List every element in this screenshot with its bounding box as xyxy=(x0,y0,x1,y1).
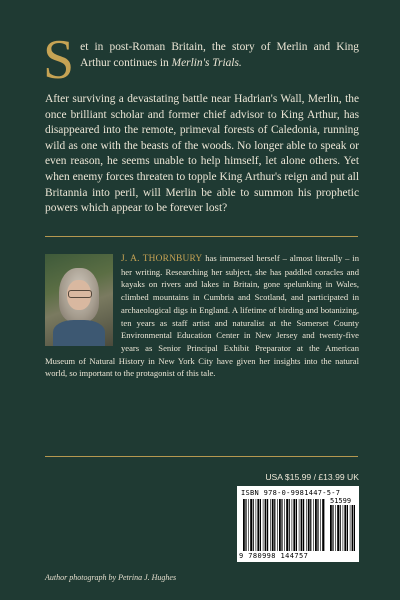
isbn-text: ISBN 978-0-9981447-5-7 xyxy=(241,489,341,497)
barcode-bar xyxy=(286,499,288,551)
barcode-bar xyxy=(277,499,278,551)
addon-barcode-bar xyxy=(350,505,351,551)
author-name: J. A. THORNBURY xyxy=(121,254,203,264)
barcode-bar xyxy=(281,499,282,551)
addon-barcode-bar xyxy=(337,505,339,551)
addon-barcode-bar xyxy=(340,505,341,551)
blurb-intro-sentence: et in post-Roman Britain, the story of Merlin and King Arthur continues in xyxy=(80,41,359,69)
addon-barcode-bar xyxy=(335,505,336,551)
barcode-bar xyxy=(260,499,261,551)
barcode-bar xyxy=(284,499,285,551)
barcode-bar xyxy=(272,499,274,551)
barcode-bar xyxy=(263,499,264,551)
blurb-intro xyxy=(43,29,359,91)
barcode-bar xyxy=(303,499,304,551)
blurb-paragraph: After surviving a devastating battle near Hadrian's Wall, Merlin, the once brilliant scholar and former chief advisor to King Arthur, has disappeared into the remote, primeval forests of Caledonia, running wild as one with the beasts of the woods. No longer able to speak or even reason, he seems unable to help himself, let alone others. Yet when enemy forces threaten to topple King Arthur's reign and put all Britannia into peril, will Merlin be able to summon his prophetic powers which appear to be forever lost? xyxy=(45,93,359,215)
author-bio-text: has immersed herself – almost literally – in her writing. Researching her subject, she has paddled coracles and kayaks on rivers and lakes in Britain, gone spelunking in Wales, climbed mountains in Cumbria and Scotland, and participated in archaeological digs in England. A lifetime of birding and botanizing, ten years as staff artist and naturalist at the Somerset County Environmental Education Center in New Jersey and twenty-five years as Senior Principal Exhibit Preparator at the American Museum of Natural History in New York City have given her insights into the natural world, so important to the protagonist of this tale. xyxy=(45,253,359,379)
barcode-bar xyxy=(270,499,271,551)
price-label: USA $15.99 / £13.99 UK xyxy=(265,472,359,482)
divider-bottom xyxy=(45,456,358,457)
barcode-bar xyxy=(317,499,318,551)
addon-barcode-bar xyxy=(332,505,333,551)
barcode-bar xyxy=(248,499,249,551)
book-blurb xyxy=(43,29,359,217)
barcode-bar xyxy=(306,499,307,551)
barcode-bar xyxy=(315,499,317,551)
barcode-bar xyxy=(257,499,259,551)
author-section xyxy=(45,252,359,380)
barcode-bar xyxy=(292,499,293,551)
barcode-bar xyxy=(322,499,324,551)
barcode-bar xyxy=(293,499,295,551)
barcode-bar xyxy=(267,499,268,551)
author-photo-shirt xyxy=(53,320,105,346)
barcode-bar xyxy=(289,499,290,551)
addon-barcode-bar xyxy=(354,505,355,551)
book-title-italic: Merlin's Trials. xyxy=(171,56,242,69)
barcode-addon-number: 51599 xyxy=(330,497,352,505)
author-photo xyxy=(45,254,113,346)
barcode-bar xyxy=(310,499,311,551)
addon-barcode xyxy=(330,505,355,551)
barcode-bar xyxy=(245,499,246,551)
addon-barcode-bar xyxy=(344,505,346,551)
barcode-bar xyxy=(320,499,321,551)
blurb-intro-text xyxy=(45,36,359,71)
addon-barcode-bar xyxy=(330,505,332,551)
author-photo-glasses xyxy=(68,290,92,298)
barcode-bar xyxy=(274,499,275,551)
barcode-bar xyxy=(308,499,310,551)
barcode-bar xyxy=(253,499,254,551)
photo-credit: Author photograph by Petrina J. Hughes xyxy=(45,573,177,582)
barcode-bar xyxy=(250,499,252,551)
barcode-bar xyxy=(313,499,314,551)
ean-barcode xyxy=(243,499,325,551)
barcode-bar xyxy=(299,499,300,551)
addon-barcode-bar xyxy=(352,505,354,551)
barcode-bar xyxy=(296,499,297,551)
addon-barcode-bar xyxy=(343,505,344,551)
barcode-bar xyxy=(301,499,303,551)
barcode-bar xyxy=(279,499,281,551)
barcode-bar xyxy=(265,499,267,551)
divider-top xyxy=(45,236,358,237)
barcode-box xyxy=(237,486,359,562)
drop-cap: S xyxy=(43,29,75,91)
barcode-bar xyxy=(243,499,245,551)
addon-barcode-bar xyxy=(347,505,348,551)
barcode-bar xyxy=(256,499,257,551)
barcode-digits: 9 780998 144757 xyxy=(239,552,309,560)
barcode-area xyxy=(237,472,359,562)
